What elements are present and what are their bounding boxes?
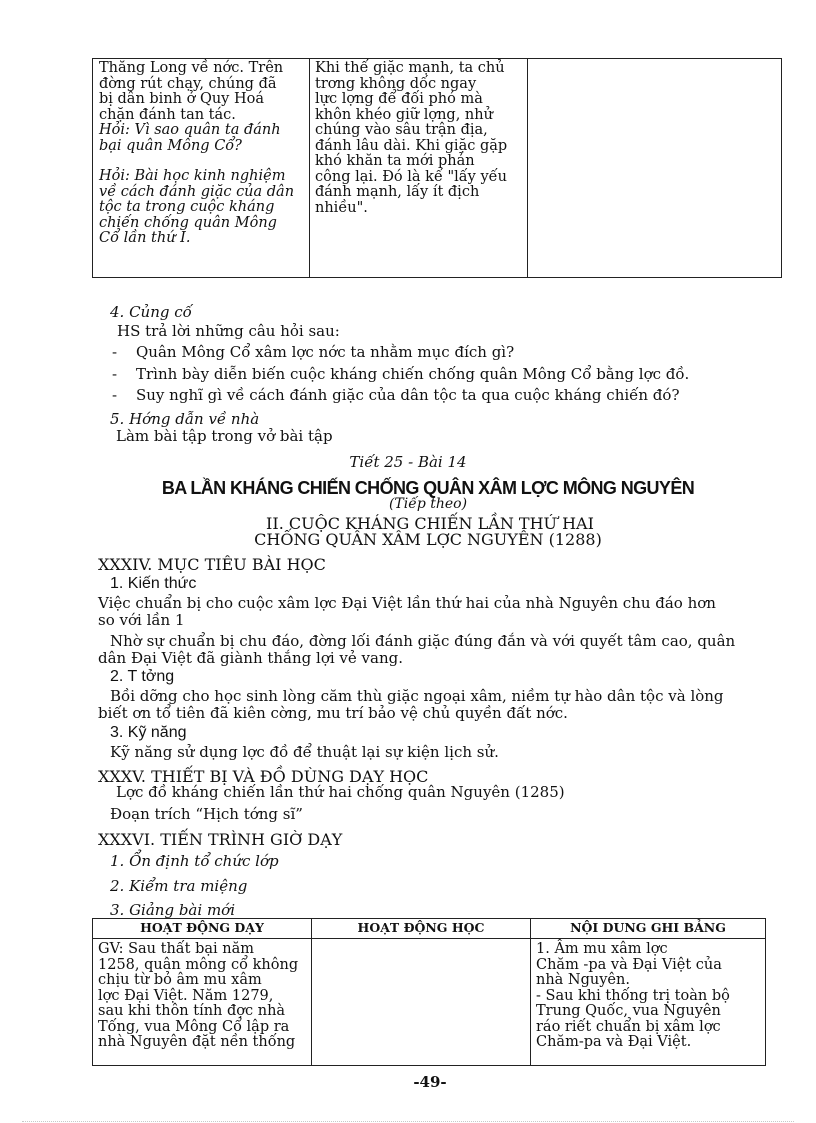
question-line: bại quân Mông Cổ? (99, 137, 242, 154)
top-table-teacher-cell (93, 59, 310, 278)
header-teaching: HOẠT ĐỘNG DẠY (93, 919, 312, 939)
cell-line: lực lợng để đối phó mà (315, 91, 483, 107)
cell-line: 1258, quân mông cổ không (98, 956, 299, 973)
kien-thuc-paragraph-1-line-2: so với lần 1 (98, 611, 185, 629)
question-line: Hỏi: Vì sao quân ta đánh (99, 122, 281, 138)
question-line: về cách đánh giặc của dân (99, 183, 295, 200)
page-bottom-rule (22, 1121, 794, 1122)
list-dash: - (112, 365, 118, 383)
top-lesson-table (92, 58, 782, 278)
cell-line: chịu từ bỏ âm mu xâm (98, 972, 262, 988)
header-learning: HOẠT ĐỘNG HỌC (312, 919, 531, 939)
cell-line: nhà Nguyên. (536, 972, 630, 988)
cung-co-item-2: Trình bày diễn biến cuộc kháng chiến chống quân Mông Cổ bằng lợc đồ. (136, 365, 690, 383)
cell-line: bị dân binh ở Quy Hoá (99, 91, 264, 107)
ky-nang-text: Kỹ năng sử dụng lợc đồ để thuật lại sự kiện lịch sử. (110, 743, 499, 761)
cell-line: Chăm -pa và Đại Việt của (536, 956, 722, 973)
huong-dan-text: Làm bài tập trong vở bài tập (116, 427, 333, 445)
learning-cell (312, 939, 531, 1066)
tu-tuong-line-2: biết ơn tổ tiên đã kiên cờng, mu trí bảo vệ chủ quyền đất nớc. (98, 704, 568, 722)
cell-line: khó khăn ta mới phản (315, 153, 475, 169)
question-line: Cổ lần thứ I. (99, 230, 191, 246)
section-title-line1: II. CUỘC KHÁNG CHIẾN LẦN THỨ HAI (266, 514, 594, 533)
cung-co-item-1: Quân Mông Cổ xâm lợc nớc ta nhằm mục đích gì? (136, 343, 515, 361)
cell-line: ráo riết chuẩn bị xâm lợc (536, 1018, 721, 1035)
lesson-subtitle: (Tiếp theo) (388, 496, 468, 512)
teaching-cell (93, 939, 312, 1066)
page-number: -49- (413, 1073, 447, 1091)
question-line: Hỏi: Bài học kinh nghiệm (99, 168, 286, 184)
list-dash: - (112, 386, 118, 404)
huong-dan-heading: 5. Hớng dẫn về nhà (110, 410, 260, 428)
top-table-notes-cell (528, 59, 782, 278)
lesson-period: Tiết 25 - Bài 14 (349, 453, 467, 471)
cell-spacer (99, 154, 305, 169)
tu-tuong-label: 2. T tởng (110, 668, 175, 685)
cell-line: công lại. Đó là kế "lấy yếu (315, 168, 507, 185)
cell-line: Chăm-pa và Đại Việt. (536, 1034, 692, 1050)
kien-thuc-paragraph-2-line-1: Nhờ sự chuẩn bị chu đáo, đờng lối đánh giặc đúng đắn và với quyết tâm cao, quân (110, 632, 736, 650)
cell-line: Tống, vua Mông Cổ lập ra (98, 1018, 290, 1035)
tien-trinh-step-3: 3. Giảng bài mới (110, 901, 235, 919)
cell-line: nhiều". (315, 199, 368, 216)
cell-line: chặn đánh tan tác. (99, 106, 236, 123)
cell-line: Khi thế giặc mạnh, ta chủ (315, 60, 505, 76)
cell-line: khôn khéo giữ lợng, nhử (315, 106, 493, 123)
cell-line: chúng vào sâu trận địa, (315, 122, 488, 138)
tien-trinh-step-1: 1. Ổn định tổ chức lớp (110, 852, 279, 870)
cell-line: đờng rút chạy, chúng đã (99, 75, 277, 92)
cell-line: Trung Quốc, vua Nguyên (536, 1003, 721, 1019)
tien-trinh-heading: XXXVI. TIẾN TRÌNH GIỜ DẠY (98, 830, 343, 849)
thiet-bi-heading: XXXV. THIẾT BỊ VÀ ĐỒ DÙNG DẠY HỌC (98, 767, 429, 786)
cung-co-item-3: Suy nghĩ gì về cách đánh giặc của dân tộc ta qua cuộc kháng chiến đó? (136, 386, 680, 404)
kien-thuc-label: 1. Kiến thức (110, 575, 197, 592)
cell-line: đánh lâu dài. Khi giặc gặp (315, 137, 508, 154)
header-board-content: NỘI DUNG GHI BẢNG (531, 919, 766, 939)
cell-line: GV: Sau thất bại năm (98, 941, 255, 957)
cell-line: nhà Nguyên đặt nền thống (98, 1034, 296, 1050)
lesson-title: BA LẦN KHÁNG CHIẾN CHỐNG QUÂN XÂM LỢC MÔNG NGUYÊN (161, 478, 695, 498)
lesson-activity-table (92, 918, 766, 1066)
tien-trinh-step-2: 2. Kiểm tra miệng (110, 877, 248, 895)
cell-line: - Sau khi thống trị toàn bộ (536, 987, 730, 1004)
cung-co-intro: HS trả lời những câu hỏi sau: (117, 322, 340, 340)
tu-tuong-line-1: Bồi dỡng cho học sinh lòng căm thù giặc ngoại xâm, niềm tự hào dân tộc và lòng (110, 687, 724, 705)
kien-thuc-paragraph-2-line-2: dân Đại Việt đã giành thắng lợi vẻ vang. (98, 649, 403, 667)
top-table-student-cell (310, 59, 528, 278)
cell-line: sau khi thôn tính đợc nhà (98, 1003, 286, 1019)
cell-line: lợc Đại Việt. Năm 1279, (98, 987, 274, 1004)
thiet-bi-item-1: Lợc đồ kháng chiến lần thứ hai chống quân Nguyên (1285) (116, 783, 565, 801)
cell-line: 1. Âm mu xâm lợc (536, 941, 668, 957)
thiet-bi-item-2: Đoạn trích “Hịch tớng sĩ” (110, 805, 303, 823)
muc-tieu-heading: XXXIV. MỤC TIÊU BÀI HỌC (98, 555, 326, 574)
list-dash: - (112, 343, 118, 361)
board-content-cell (531, 939, 766, 1066)
kien-thuc-paragraph-1-line-1: Việc chuẩn bị cho cuộc xâm lợc Đại Việt lần thứ hai của nhà Nguyên chu đáo hơn (98, 594, 716, 612)
ky-nang-label: 3. Kỹ năng (110, 724, 187, 741)
cell-line: Thăng Long về nớc. Trên (99, 60, 284, 76)
cell-line: trơng không dốc ngay (315, 75, 477, 92)
cung-co-heading: 4. Củng cố (110, 303, 192, 321)
cell-line: đánh mạnh, lấy ít địch (315, 184, 480, 200)
question-line: chiến chống quân Mông (99, 214, 277, 231)
section-title-line2: CHỐNG QUÂN XÂM LỢC NGUYÊN (1288) (254, 530, 602, 549)
question-line: tộc ta trong cuộc kháng (99, 199, 275, 215)
